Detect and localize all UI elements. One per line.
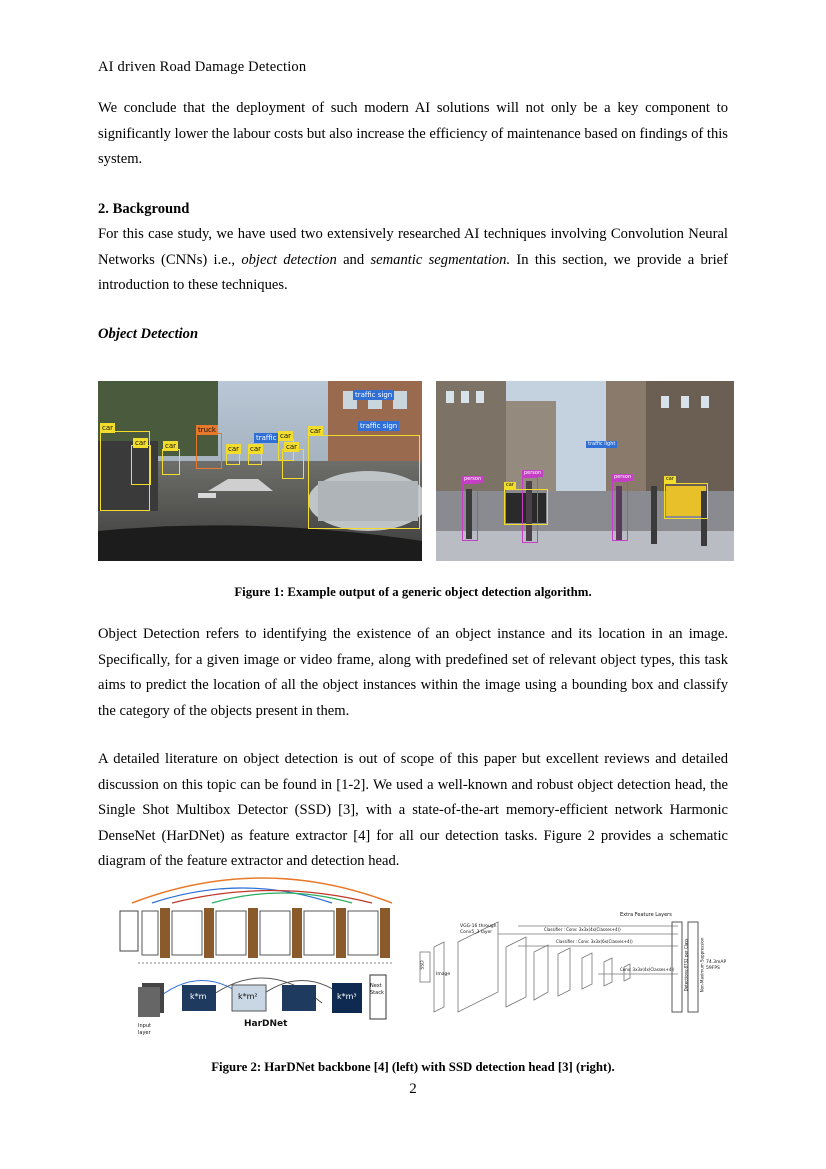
bbox-label: car [666,476,674,482]
bbox-label: person [524,470,542,476]
bbox-car [504,489,548,525]
bbox-label: car [228,445,240,453]
hardnet-schematic [112,873,402,1043]
bbox-label: car [506,482,514,488]
classifier-label: Classifier : Conv: 3x3x(4x(Classes+4)) [544,927,621,932]
bbox-label: car [310,427,322,435]
bbox-person [462,483,478,541]
vgg-label: VGG-16 through Conv5_3 layer [460,924,497,935]
figure1-left-image [98,381,422,561]
next-stack-label: Next Stack [370,983,384,996]
figure1-caption: Figure 1: Example output of a generic object detection algorithm. [234,585,592,599]
bbox-label: car [250,445,262,453]
figure2-ssd-diagram [418,912,736,1022]
bbox-label: traffic sign [355,391,393,399]
background-paragraph [98,222,728,299]
object-detection-paragraph-1: Object Detection refers to identifying the existence of an object instance and its location in an image. Specifically, for a given image or video frame, along with predefined set of relevant object types, this task aims to predict the location of all the object instances within the image using a bounding box and classify the category of the objects present in them. [98,626,728,719]
figure1-right-image [436,381,734,561]
bbox-label: car [102,424,114,432]
bbox-label: person [464,476,482,482]
bbox-label: truck [198,426,216,434]
km-label: k*m² [238,992,258,1001]
subsection-heading: Object Detection [98,326,199,342]
running-header: AI driven Road Damage Detection [98,59,307,75]
bbox-car [162,449,180,475]
nms-label: Non-Maximum Suppression [699,937,705,993]
section-heading: 2. Background [98,201,190,217]
input-layer-label: Input layer [138,1023,151,1036]
background-text-2: and [336,251,371,268]
bbox-car [664,483,708,519]
page-number: 2 [409,1081,417,1097]
image-label: Image [436,972,451,977]
classifier-label-2: Classifier : Conv: 3x3x(6x(Classes+4)) [556,939,633,944]
background-text-3: In this section, we provide a brief introduction to these techniques. [98,251,729,293]
city-scene-photo [436,381,734,561]
extra-layers-label: Extra Feature Layers [620,912,672,918]
bbox-label: car [165,442,177,450]
map-label: 74.3mAP 59FPS [706,960,727,971]
bbox-label: traffic [256,434,277,442]
km-label: k*m [190,992,207,1001]
classifier-label-3: Conv: 3x3x(4x(Classes+4)) [620,967,675,972]
bbox-car [131,445,151,485]
km-label: k*m³ [337,992,357,1001]
bbox-car [308,435,420,529]
background-text-1: For this case study, we have used two extensively researched AI techniques involving Convolution Neural Networks (CNNs) i.e., [98,226,728,268]
bbox-label: person [614,474,632,480]
bbox-label: traffic sign [360,422,398,430]
hardnet-label: HarDNet [244,1019,288,1029]
bbox-label: car [280,432,292,440]
figure2-hardnet-diagram [112,873,402,1043]
bbox-label: traffic light [588,441,616,447]
intro-paragraph: We conclude that the deployment of such modern AI solutions will not only be a key component to significantly lower the labour costs but also increase the efficiency of maintenance based on findings of this system. [98,100,728,167]
emphasis-object-detection: object detection [241,251,337,268]
bbox-label: car [286,443,298,451]
figure2-caption: Figure 2: HarDNet backbone [4] (left) with SSD detection head [3] (right). [211,1060,615,1074]
ssd-label: SSD [420,960,426,970]
bbox-car [282,449,304,479]
bbox-truck [196,433,222,469]
bbox-label: car [135,439,147,447]
object-detection-paragraph-2: A detailed literature on object detection is out of scope of this paper but excellent reviews and detailed discussion on this topic can be found in [1-2]. We used a well-known and robust object detection head, the Single Shot Multibox Detector (SSD) [3], with a state-of-the-art memory-efficient network Harmonic DenseNet (HarDNet) as feature extractor [4] for all our detection tasks. Figure 2 provides a schematic diagram of the feature extractor and detection head. [98,751,728,869]
detections-label: Detections:8732 per Class [683,938,689,992]
emphasis-semantic-segmentation: semantic segmentation. [370,251,511,268]
bbox-person [612,481,628,541]
